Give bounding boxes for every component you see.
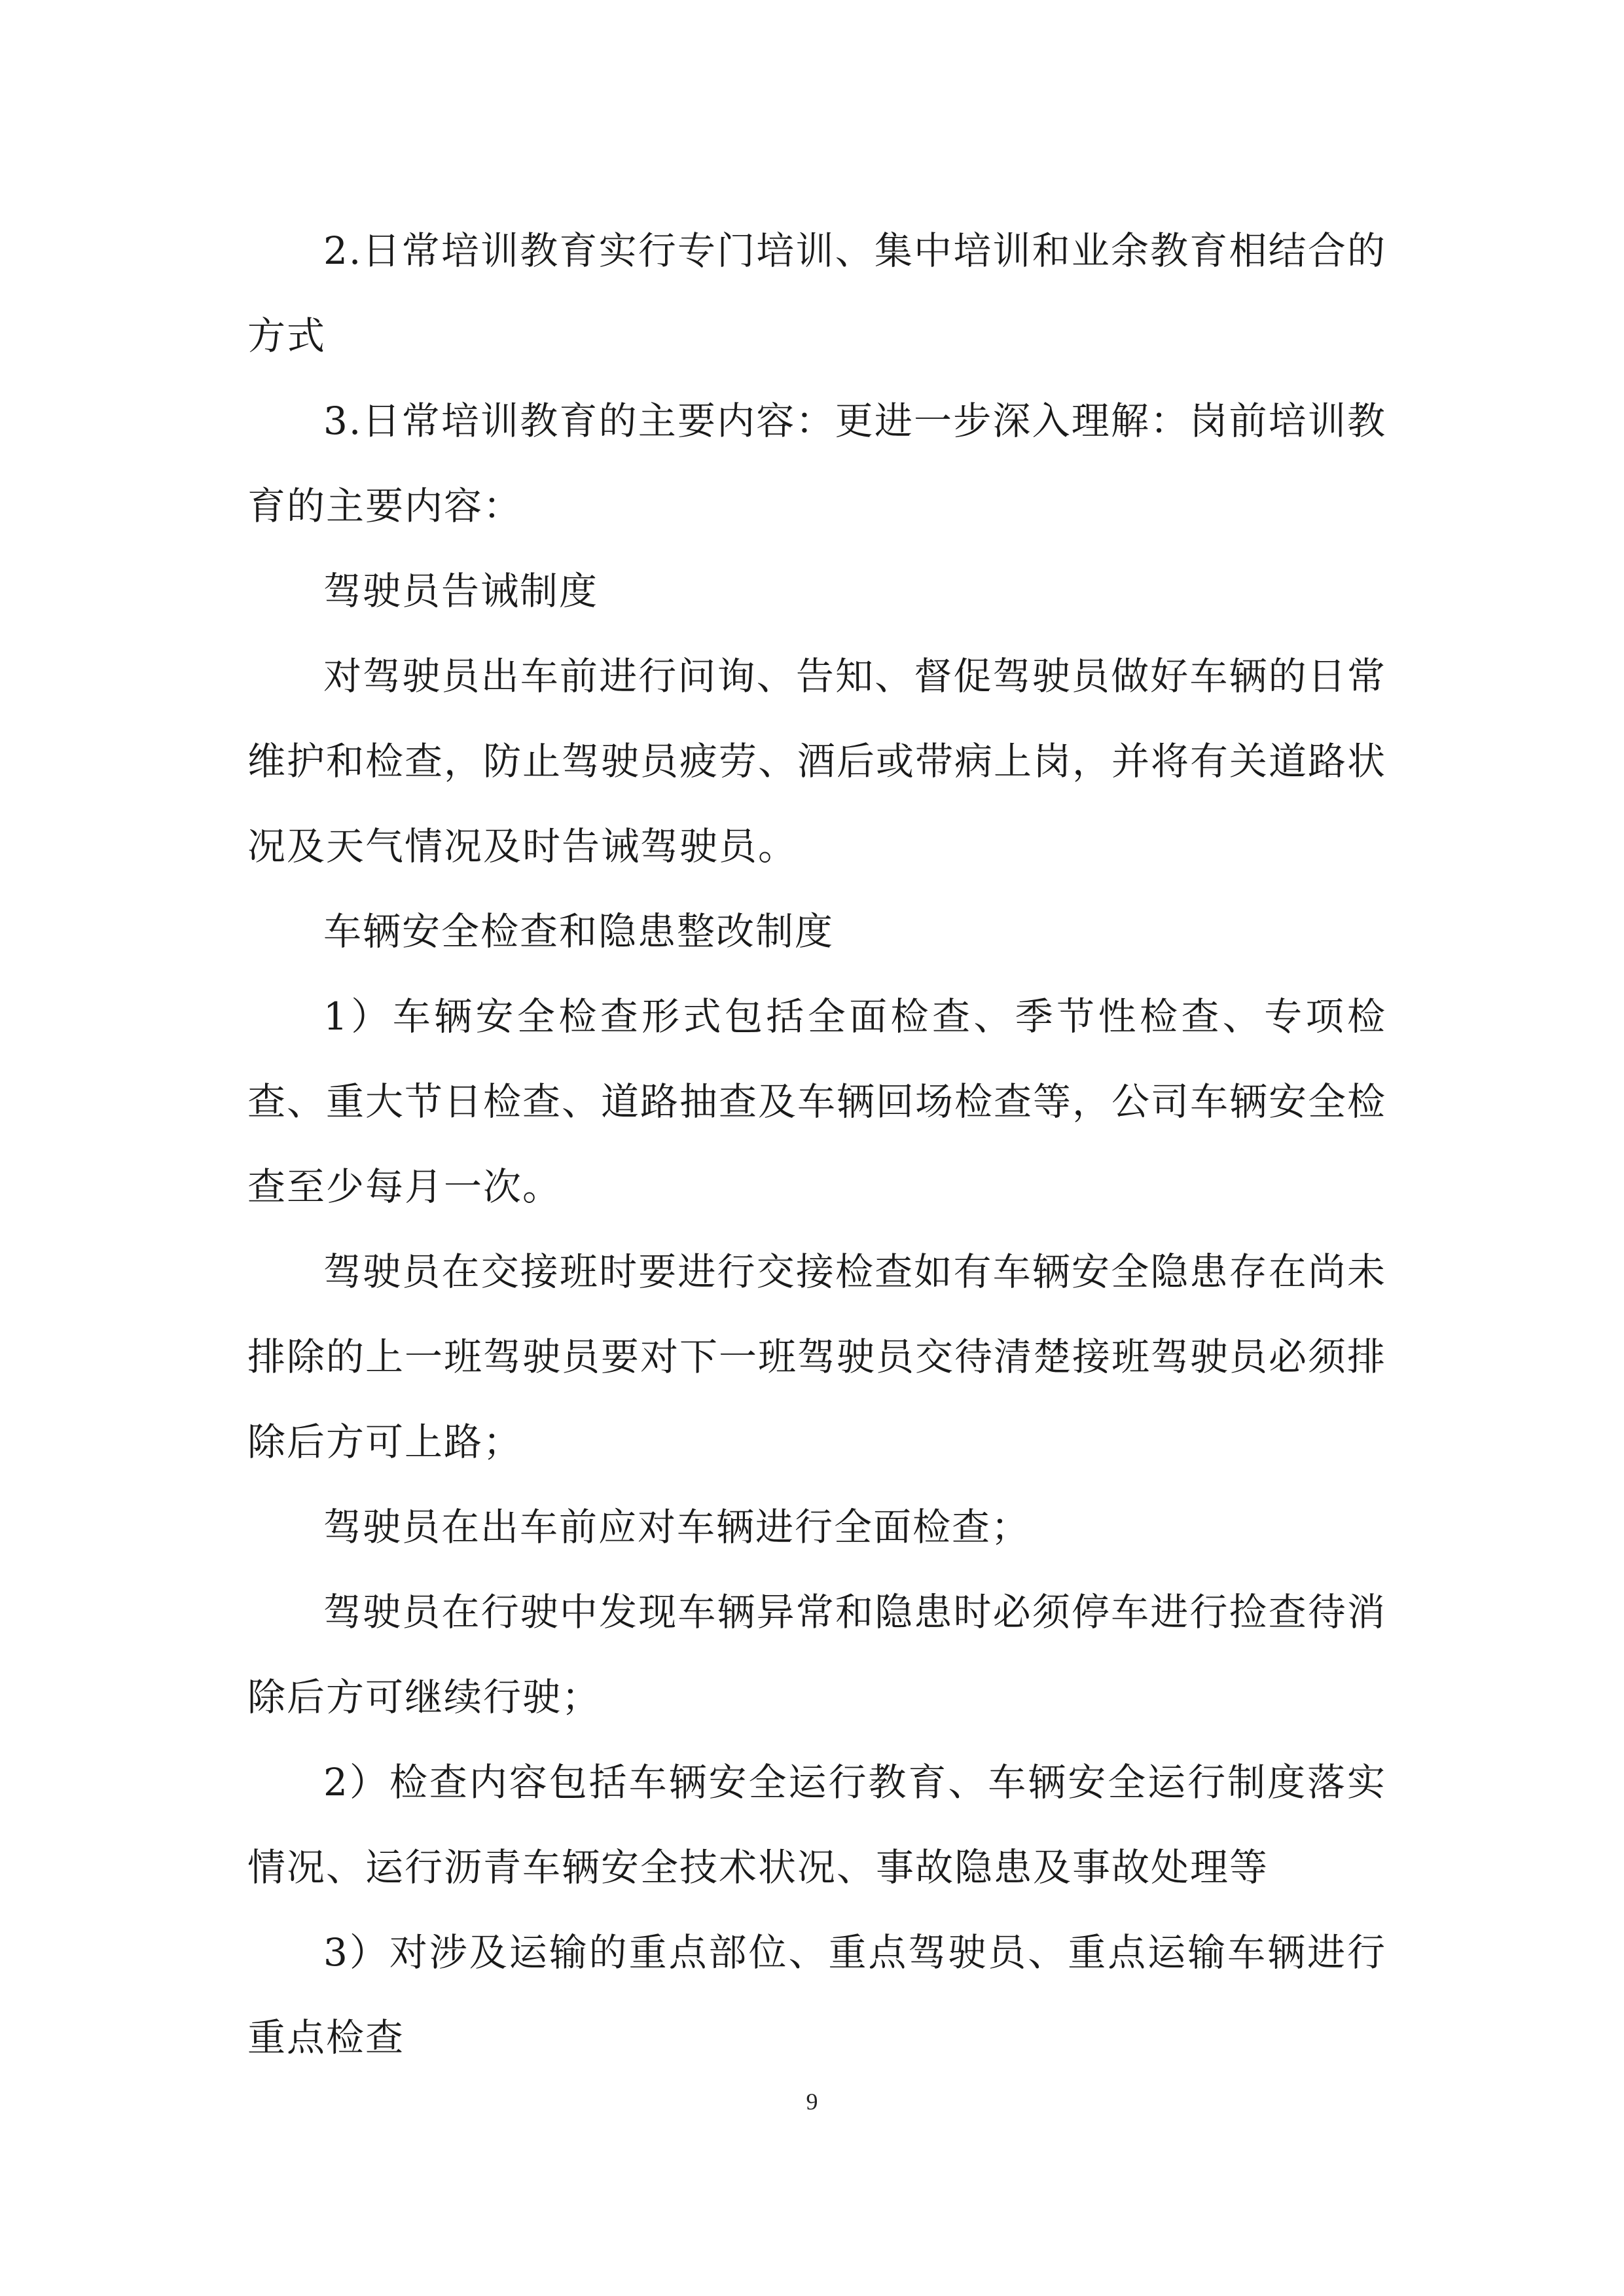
- heading-vehicle-inspection-system: 车辆安全检查和隐患整改制度: [323, 909, 835, 954]
- paragraph-key-inspection: 3）对涉及运输的重点部位、重点驾驶员、重点运输车辆进行重点检查: [247, 1930, 1386, 2060]
- paragraph-training-method: 2.日常培训教育实行专门培训、集中培训和业余教育相结合的方式: [247, 228, 1386, 358]
- page-number: 9: [806, 2089, 818, 2115]
- heading-driver-warning-system: 驾驶员告诫制度: [323, 569, 599, 613]
- paragraph-inspection-content: 2）检查内容包括车辆安全运行教育、车辆安全运行制度落实情况、运行沥青车辆安全技术状况、事故隐患及事故处理等: [247, 1760, 1386, 1890]
- paragraph-inspection-forms: 1）车辆安全检查形式包括全面检查、季节性检查、专项检查、重大节日检查、道路抽查及车辆回场检查等，公司车辆安全检查至少每月一次。: [247, 994, 1387, 1209]
- paragraph-driver-warning: 对驾驶员出车前进行问询、告知、督促驾驶员做好车辆的日常维护和检查，防止驾驶员疲劳、酒后或带病上岗，并将有关道路状况及天气情况及时告诫驾驶员。: [247, 654, 1387, 869]
- paragraph-pre-departure-check: 驾驶员在出车前应对车辆进行全面检查；: [323, 1505, 1031, 1549]
- page-body: [247, 208, 1386, 2080]
- paragraph-in-transit-check: 驾驶员在行驶中发现车辆异常和隐患时必须停车进行捡查待消除后方可继续行驶；: [247, 1590, 1386, 1719]
- paragraph-training-content: 3.日常培训教育的主要内容：更进一步深入理解：岗前培训教育的主要内容：: [247, 399, 1386, 528]
- paragraph-shift-handover: 驾驶员在交接班时要进行交接检查如有车辆安全隐患存在尚未排除的上一班驾驶员要对下一班驾驶员交待清楚接班驾驶员必须排除后方可上路；: [247, 1249, 1387, 1464]
